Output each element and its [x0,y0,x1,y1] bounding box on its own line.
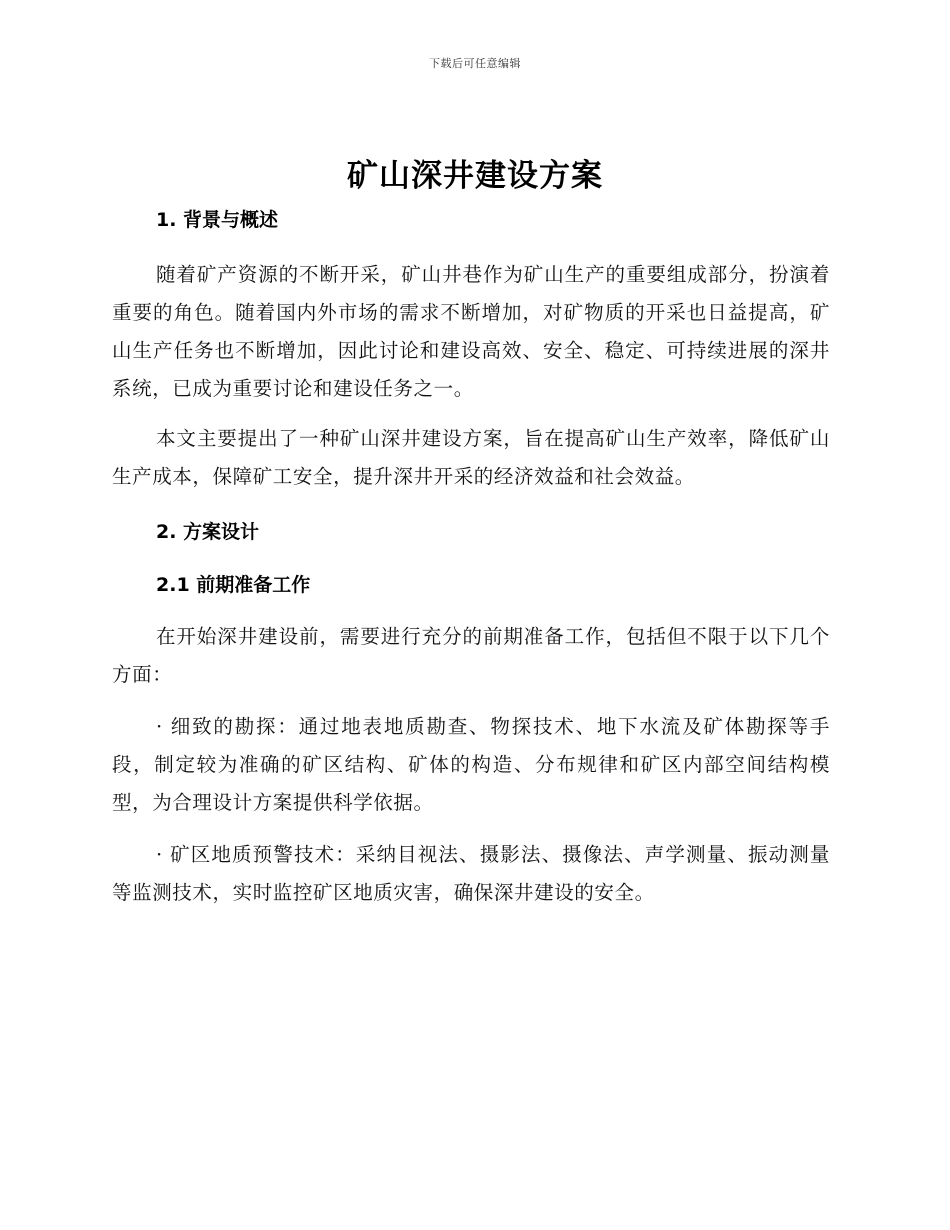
header-note: 下载后可任意编辑 [429,57,521,70]
section-heading-design: 2. 方案设计 [156,521,260,543]
subsection-heading-preparation: 2.1 前期准备工作 [156,574,311,596]
bullet-item-geological-warning: · 矿区地质预警技术：采纳目视法、摄影法、摄像法、声学测量、振动测量等监测技术，实时监控矿区地质灾害，确保深井建设的安全。 [112,843,830,904]
paragraph-preparation-intro: 在开始深井建设前，需要进行充分的前期准备工作，包括但不限于以下几个方面： [112,625,830,686]
bullet-item-exploration: · 细致的勘探：通过地表地质勘查、物探技术、地下水流及矿体勘探等手段，制定较为准确的矿区结构、矿体的构造、分布规律和矿区内部空间结构模型，为合理设计方案提供科学依据。 [112,715,830,814]
section-heading-background: 1. 背景与概述 [156,209,279,231]
document-body [112,200,830,912]
paragraph-background: 随着矿产资源的不断开采，矿山井巷作为矿山生产的重要组成部分，扮演着重要的角色。随着国内外市场的需求不断增加，对矿物质的开采也日益提高，矿山生产任务也不断增加，因此讨论和建设高效、安全、稳定、可持续进展的深井系统，已成为重要讨论和建设任务之一。 [112,263,830,400]
document-title: 矿山深井建设方案 [347,158,603,194]
paragraph-purpose: 本文主要提出了一种矿山深井建设方案，旨在提高矿山生产效率，降低矿山生产成本，保障矿工安全，提升深井开采的经济效益和社会效益。 [112,427,830,488]
